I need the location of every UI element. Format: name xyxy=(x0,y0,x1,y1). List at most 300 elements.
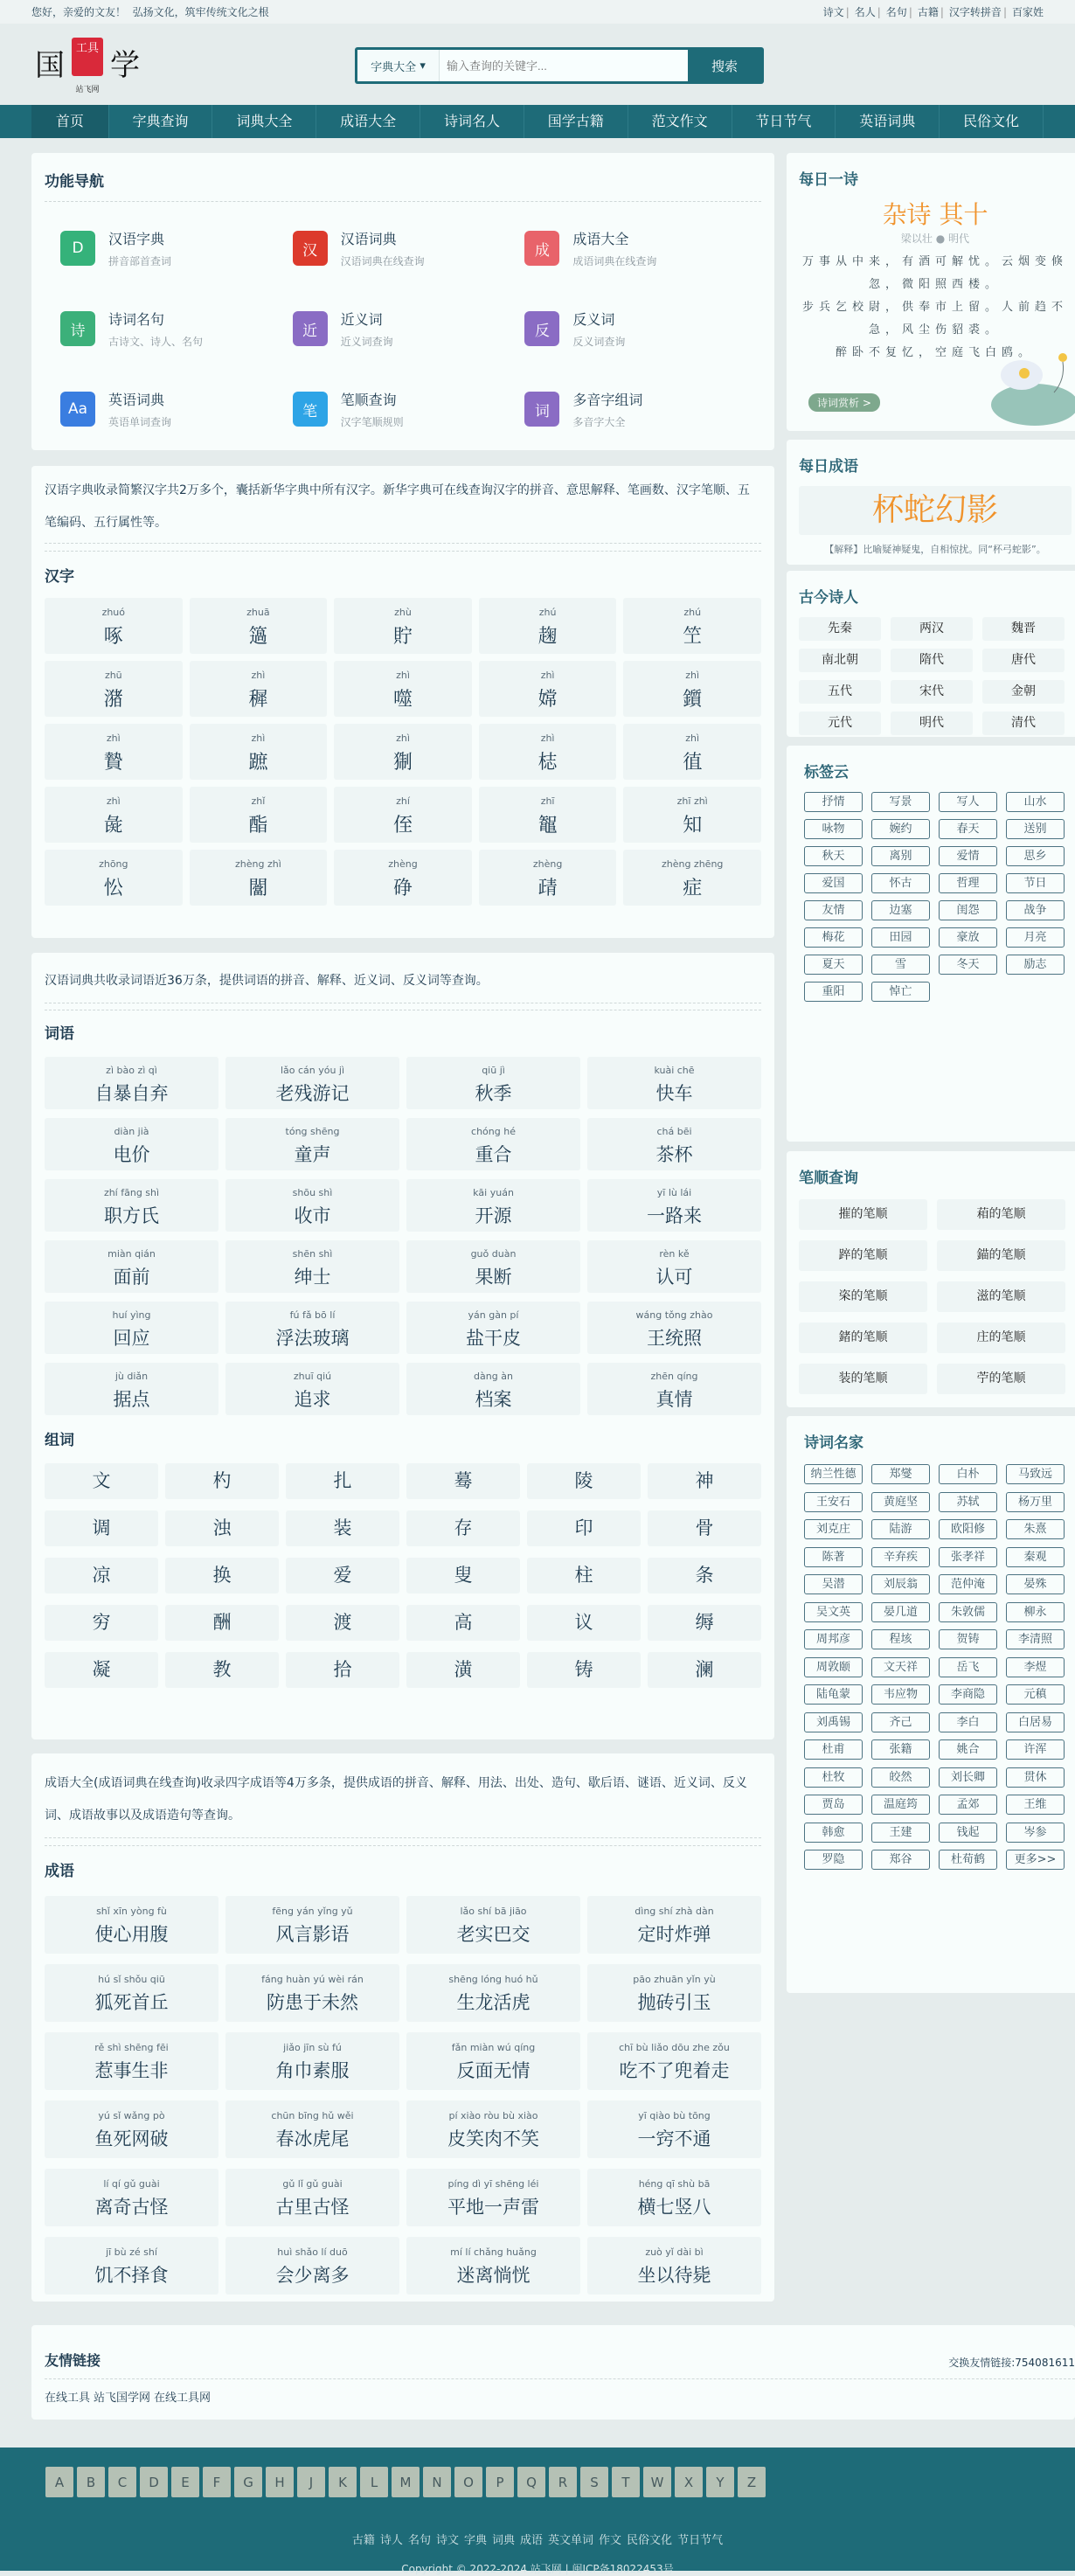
function-nav-item[interactable] xyxy=(293,309,525,349)
poet-button[interactable]: 张孝祥 xyxy=(939,1547,997,1567)
word-cell[interactable] xyxy=(406,2100,580,2158)
word-cell[interactable] xyxy=(587,1896,761,1954)
poet-button[interactable]: 刘克庄 xyxy=(804,1519,863,1539)
poet-button[interactable]: 晏几道 xyxy=(871,1602,930,1622)
stroke-order-link[interactable]: 錨的笔顺 xyxy=(937,1240,1065,1271)
poet-button[interactable]: 李清照 xyxy=(1006,1629,1065,1649)
poet-button[interactable]: 王建 xyxy=(871,1823,930,1843)
function-nav-item[interactable] xyxy=(524,389,757,429)
word: 会少离多 xyxy=(275,2265,350,2286)
nav-item-4[interactable]: 诗词名人 xyxy=(420,105,524,138)
poet-button[interactable]: 白朴 xyxy=(939,1464,997,1484)
word-cell[interactable] xyxy=(225,1118,399,1170)
letter-index-button[interactable]: P xyxy=(486,2467,514,2497)
tag-button[interactable]: 边塞 xyxy=(871,900,930,920)
word-cell[interactable] xyxy=(587,1964,761,2022)
word-cell[interactable] xyxy=(225,1896,399,1954)
letter-index-button[interactable]: H xyxy=(266,2467,294,2497)
poet-button[interactable]: 晏殊 xyxy=(1006,1574,1065,1594)
zuci-cell[interactable]: 神 xyxy=(648,1463,761,1499)
top-link[interactable]: 汉字转拼音 xyxy=(948,6,1002,18)
word-cell[interactable] xyxy=(45,2032,218,2090)
poet-button[interactable]: 郑谷 xyxy=(871,1850,930,1870)
word-cell[interactable] xyxy=(406,2032,580,2090)
zuci-cell[interactable]: 教 xyxy=(165,1652,279,1688)
stroke-order-link[interactable]: 庄的笔顺 xyxy=(937,1323,1065,1353)
friend-link[interactable]: 在线工具网 xyxy=(154,2392,212,2405)
word-cell[interactable] xyxy=(479,787,617,843)
word-cell[interactable] xyxy=(623,598,761,654)
zuci-cell[interactable]: 浊 xyxy=(165,1510,279,1546)
poet-button[interactable]: 罗隐 xyxy=(804,1850,863,1870)
friend-link[interactable]: 站飞国学网 xyxy=(94,2392,151,2405)
footer-link[interactable]: 成语 xyxy=(520,2534,544,2547)
zuci-cell[interactable]: 印 xyxy=(527,1510,641,1546)
letter-index-button[interactable]: B xyxy=(77,2467,105,2497)
word-cell[interactable] xyxy=(225,1363,399,1415)
top-link[interactable]: 名句 xyxy=(885,6,907,18)
tag-button[interactable]: 写景 xyxy=(871,792,930,812)
letter-index-button[interactable]: O xyxy=(454,2467,482,2497)
word-cell[interactable] xyxy=(45,2100,218,2158)
top-link[interactable]: 古籍 xyxy=(917,6,939,18)
word-cell[interactable] xyxy=(45,661,183,717)
letter-index-button[interactable]: E xyxy=(171,2467,199,2497)
function-nav-item[interactable] xyxy=(60,389,293,429)
poet-button[interactable]: 贾岛 xyxy=(804,1795,863,1815)
function-nav-item[interactable] xyxy=(524,309,757,349)
poem-author: 梁以壮 xyxy=(900,233,933,245)
tag-button[interactable]: 闺怨 xyxy=(939,900,997,920)
era-button[interactable]: 元代 xyxy=(799,712,881,735)
footer-link[interactable]: 古籍 xyxy=(351,2534,375,2547)
word: 风言影语 xyxy=(275,1924,350,1945)
function-nav-item[interactable] xyxy=(60,309,293,349)
zuci-cell[interactable]: 柱 xyxy=(527,1558,641,1594)
tag-button[interactable]: 哲理 xyxy=(939,873,997,893)
letter-index-button[interactable]: L xyxy=(360,2467,388,2497)
era-button[interactable]: 五代 xyxy=(799,680,881,704)
poet-button[interactable]: 王安石 xyxy=(804,1492,863,1512)
poet-button[interactable]: 贯休 xyxy=(1006,1767,1065,1788)
tag-button[interactable]: 秋天 xyxy=(804,846,863,866)
poet-button[interactable]: 李白 xyxy=(939,1712,997,1732)
top-link[interactable]: 名人 xyxy=(854,6,876,18)
tag-button[interactable]: 冬天 xyxy=(939,955,997,975)
era-button[interactable]: 金朝 xyxy=(982,680,1065,704)
era-button[interactable]: 两汉 xyxy=(891,617,973,641)
poet-button[interactable]: 元稹 xyxy=(1006,1684,1065,1705)
footer-link[interactable]: 节日节气 xyxy=(677,2534,724,2547)
word-cell[interactable] xyxy=(45,787,183,843)
word-cell[interactable] xyxy=(225,2100,399,2158)
word-cell[interactable] xyxy=(406,1240,580,1293)
poet-button[interactable]: 孟郊 xyxy=(939,1795,997,1815)
poet-button[interactable]: 许浑 xyxy=(1006,1739,1065,1760)
nav-item-0[interactable]: 首页 xyxy=(31,105,109,138)
poet-button[interactable]: 周邦彦 xyxy=(804,1629,863,1649)
tag-button[interactable]: 战争 xyxy=(1006,900,1065,920)
search-input[interactable] xyxy=(440,50,688,81)
letter-index-button[interactable]: F xyxy=(203,2467,231,2497)
poet-button[interactable]: 韩愈 xyxy=(804,1823,863,1843)
tag-button[interactable]: 怀古 xyxy=(871,873,930,893)
tag-button[interactable]: 爱国 xyxy=(804,873,863,893)
poet-button[interactable]: 秦观 xyxy=(1006,1547,1065,1567)
word: 开源 xyxy=(475,1205,512,1226)
function-nav-item[interactable] xyxy=(293,389,525,429)
friend-link[interactable]: 在线工具 xyxy=(45,2392,91,2405)
footer-link[interactable]: 词典 xyxy=(491,2534,515,2547)
poet-button[interactable]: 皎然 xyxy=(871,1767,930,1788)
tag-button[interactable]: 悼亡 xyxy=(871,982,930,1002)
letter-index-button[interactable]: A xyxy=(45,2467,73,2497)
poet-button[interactable]: 杜牧 xyxy=(804,1767,863,1788)
poet-button[interactable]: 刘长卿 xyxy=(939,1767,997,1788)
word-cell[interactable] xyxy=(45,1302,218,1354)
era-button[interactable]: 先秦 xyxy=(799,617,881,641)
zuci-cell[interactable]: 条 xyxy=(648,1558,761,1594)
word-cell[interactable] xyxy=(225,2032,399,2090)
poet-button[interactable]: 姚合 xyxy=(939,1739,997,1760)
poet-button[interactable]: 朱熹 xyxy=(1006,1519,1065,1539)
zuci-cell[interactable]: 拾 xyxy=(286,1652,399,1688)
poem-analysis-button[interactable]: 诗词赏析 > xyxy=(808,393,880,412)
letter-index-button[interactable]: C xyxy=(108,2467,136,2497)
word-cell[interactable] xyxy=(623,724,761,780)
era-button[interactable]: 明代 xyxy=(891,712,973,735)
nav-item-5[interactable]: 国学古籍 xyxy=(524,105,628,138)
zuci-cell[interactable]: 陵 xyxy=(527,1463,641,1499)
nav-item-8[interactable]: 英语词典 xyxy=(836,105,940,138)
zuci-cell[interactable]: 缛 xyxy=(648,1605,761,1641)
word-cell[interactable] xyxy=(587,1179,761,1232)
zuci-cell[interactable]: 蓦 xyxy=(406,1463,520,1499)
zuci-cell[interactable]: 酬 xyxy=(165,1605,279,1641)
function-nav-title: 汉语词典 xyxy=(340,231,397,247)
function-nav-item[interactable] xyxy=(524,228,757,268)
footer-link[interactable]: 名句 xyxy=(407,2534,431,2547)
poet-button[interactable]: 程垓 xyxy=(871,1629,930,1649)
tag-button[interactable]: 梅花 xyxy=(804,927,863,948)
letter-index-button[interactable]: K xyxy=(329,2467,357,2497)
poet-button[interactable]: 苏轼 xyxy=(939,1492,997,1512)
letter-index-button[interactable]: W xyxy=(643,2467,671,2497)
poet-button[interactable]: 张籍 xyxy=(871,1739,930,1760)
letter-index-button[interactable]: S xyxy=(580,2467,608,2497)
poet-button[interactable]: 吴潜 xyxy=(804,1574,863,1594)
word-cell[interactable] xyxy=(406,1363,580,1415)
poet-button[interactable]: 周敦颐 xyxy=(804,1657,863,1677)
zuci-cell[interactable]: 议 xyxy=(527,1605,641,1641)
zuci-cell[interactable]: 凝 xyxy=(45,1652,158,1688)
word-cell[interactable] xyxy=(406,2169,580,2226)
word-cell[interactable] xyxy=(479,850,617,906)
word-cell[interactable] xyxy=(45,1363,218,1415)
stroke-order-link[interactable]: 滋的笔顺 xyxy=(937,1281,1065,1312)
word-cell[interactable] xyxy=(479,598,617,654)
word-cell[interactable] xyxy=(587,1118,761,1170)
footer-link[interactable]: 民俗文化 xyxy=(627,2534,673,2547)
poet-button[interactable]: 岳飞 xyxy=(939,1657,997,1677)
site-logo[interactable] xyxy=(35,36,140,97)
word-cell[interactable] xyxy=(334,598,472,654)
word-cell[interactable] xyxy=(225,2237,399,2295)
word-cell[interactable] xyxy=(190,850,328,906)
word: 闣 xyxy=(248,878,268,899)
word-cell[interactable] xyxy=(479,724,617,780)
word-cell[interactable] xyxy=(225,1057,399,1109)
nav-item-2[interactable]: 词典大全 xyxy=(212,105,316,138)
zuci-cell[interactable]: 装 xyxy=(286,1510,399,1546)
footer-link[interactable]: 字典 xyxy=(463,2534,487,2547)
stroke-order-link[interactable]: 鍺的笔顺 xyxy=(799,1323,927,1353)
word-cell[interactable] xyxy=(587,2169,761,2226)
poet-button[interactable]: 李商隐 xyxy=(939,1684,997,1705)
word-cell[interactable] xyxy=(45,2237,218,2295)
search-button[interactable]: 搜索 xyxy=(711,58,738,74)
word-cell[interactable] xyxy=(334,661,472,717)
poet-button[interactable]: 马致远 xyxy=(1006,1464,1065,1484)
word: 秋季 xyxy=(475,1083,512,1104)
zuci-cell[interactable]: 潢 xyxy=(406,1652,520,1688)
nav-item-6[interactable]: 范文作文 xyxy=(628,105,732,138)
tag-button[interactable]: 友情 xyxy=(804,900,863,920)
zuci-cell[interactable]: 铸 xyxy=(527,1652,641,1688)
zuci-cell[interactable]: 杓 xyxy=(165,1463,279,1499)
poet-button[interactable]: 郑燮 xyxy=(871,1464,930,1484)
word-cell[interactable] xyxy=(45,1118,218,1170)
era-button[interactable]: 隋代 xyxy=(891,649,973,672)
poet-button[interactable]: 范仲淹 xyxy=(939,1574,997,1594)
word-cell[interactable] xyxy=(623,850,761,906)
zuci-cell[interactable]: 叟 xyxy=(406,1558,520,1594)
word-cell[interactable] xyxy=(406,1118,580,1170)
letter-index-button[interactable]: G xyxy=(234,2467,262,2497)
search-category-select[interactable] xyxy=(357,50,440,81)
word-cell[interactable] xyxy=(225,1179,399,1232)
word-cell[interactable] xyxy=(45,850,183,906)
word-cell[interactable] xyxy=(587,1240,761,1293)
tag-button[interactable]: 写人 xyxy=(939,792,997,812)
word-cell[interactable] xyxy=(45,1179,218,1232)
word-cell[interactable] xyxy=(225,1964,399,2022)
top-link[interactable]: 诗文 xyxy=(822,6,844,18)
tag-button[interactable]: 婉约 xyxy=(871,819,930,839)
word-cell[interactable] xyxy=(587,1057,761,1109)
function-nav-item[interactable] xyxy=(60,228,293,268)
poet-button[interactable]: 黄庭坚 xyxy=(871,1492,930,1512)
letter-index-button[interactable]: D xyxy=(140,2467,168,2497)
tag-button[interactable]: 雪 xyxy=(871,955,930,975)
tag-button[interactable]: 春天 xyxy=(939,819,997,839)
era-button[interactable]: 魏晋 xyxy=(982,617,1065,641)
letter-index-button[interactable]: Z xyxy=(738,2467,766,2497)
poet-button[interactable]: 杜荀鹤 xyxy=(939,1850,997,1870)
word-cell[interactable] xyxy=(623,787,761,843)
poem-body xyxy=(799,251,1072,365)
poet-button[interactable]: 王维 xyxy=(1006,1795,1065,1815)
letter-index-button[interactable]: X xyxy=(675,2467,703,2497)
tag-button[interactable]: 思乡 xyxy=(1006,846,1065,866)
stroke-order-link[interactable]: 踤的笔顺 xyxy=(799,1240,927,1271)
poet-button[interactable]: 韦应物 xyxy=(871,1684,930,1705)
word-cell[interactable] xyxy=(406,1179,580,1232)
zuci-cell[interactable]: 扎 xyxy=(286,1463,399,1499)
era-button[interactable]: 宋代 xyxy=(891,680,973,704)
tag-button[interactable]: 送别 xyxy=(1006,819,1065,839)
zuci-cell[interactable]: 凉 xyxy=(45,1558,158,1594)
function-nav-item[interactable] xyxy=(293,228,525,268)
poet-button[interactable]: 贺铸 xyxy=(939,1629,997,1649)
word-cell[interactable] xyxy=(190,724,328,780)
tag-button[interactable]: 重阳 xyxy=(804,982,863,1002)
poet-button[interactable]: 文天祥 xyxy=(871,1657,930,1677)
stroke-order-link[interactable]: 栥的笔顺 xyxy=(799,1281,927,1312)
stroke-order-grid xyxy=(799,1199,1072,1394)
tag-button[interactable]: 咏物 xyxy=(804,819,863,839)
tag-button[interactable]: 月亮 xyxy=(1006,927,1065,948)
letter-index-button[interactable]: T xyxy=(612,2467,640,2497)
poet-button[interactable]: 杜甫 xyxy=(804,1739,863,1760)
poet-button[interactable]: 白居易 xyxy=(1006,1712,1065,1732)
poet-button[interactable]: 杨万里 xyxy=(1006,1492,1065,1512)
poet-button[interactable]: 辛弃疾 xyxy=(871,1547,930,1567)
word-cell[interactable] xyxy=(334,724,472,780)
letter-index-button[interactable]: N xyxy=(423,2467,451,2497)
zuci-cell[interactable]: 换 xyxy=(165,1558,279,1594)
poet-button[interactable]: 陆游 xyxy=(871,1519,930,1539)
nav-item-3[interactable]: 成语大全 xyxy=(316,105,420,138)
word-cell[interactable] xyxy=(190,787,328,843)
word-cell[interactable] xyxy=(406,2237,580,2295)
poet-button[interactable]: 刘禹锡 xyxy=(804,1712,863,1732)
zuci-cell[interactable]: 骨 xyxy=(648,1510,761,1546)
zuci-cell[interactable]: 存 xyxy=(406,1510,520,1546)
zuci-cell[interactable]: 渡 xyxy=(286,1605,399,1641)
poet-button[interactable]: 吴文英 xyxy=(804,1602,863,1622)
word-cell[interactable] xyxy=(45,1240,218,1293)
era-button[interactable]: 清代 xyxy=(982,712,1065,735)
pinyin: miàn qián xyxy=(108,1248,156,1260)
poet-button[interactable]: 陈著 xyxy=(804,1547,863,1567)
top-link[interactable]: 百家姓 xyxy=(1011,6,1044,18)
era-button[interactable]: 唐代 xyxy=(982,649,1065,672)
footer-link[interactable]: 作文 xyxy=(599,2534,622,2547)
nav-item-1[interactable]: 字典查询 xyxy=(109,105,213,138)
word-cell[interactable] xyxy=(406,1896,580,1954)
idiom-word[interactable]: 杯蛇幻影 xyxy=(799,486,1072,535)
tag-button[interactable]: 夏天 xyxy=(804,955,863,975)
nav-item-9[interactable]: 民俗文化 xyxy=(940,105,1044,138)
word-cell[interactable] xyxy=(406,1964,580,2022)
poet-button[interactable]: 温庭筠 xyxy=(871,1795,930,1815)
poet-button[interactable]: 刘辰翁 xyxy=(871,1574,930,1594)
letter-index-button[interactable]: R xyxy=(549,2467,577,2497)
tag-button[interactable]: 离别 xyxy=(871,846,930,866)
word-cell[interactable] xyxy=(479,661,617,717)
word-cell[interactable] xyxy=(587,2237,761,2295)
word-cell[interactable] xyxy=(225,1302,399,1354)
letter-index-button[interactable]: J xyxy=(297,2467,325,2497)
footer-link[interactable]: 英文单词 xyxy=(548,2534,594,2547)
word-cell[interactable] xyxy=(45,1964,218,2022)
footer-link[interactable]: 诗人 xyxy=(379,2534,403,2547)
word-cell[interactable] xyxy=(406,1302,580,1354)
poet-button[interactable]: 纳兰性德 xyxy=(804,1464,863,1484)
word: 一窍不通 xyxy=(637,2128,711,2149)
zuci-cell[interactable]: 澜 xyxy=(648,1652,761,1688)
poet-button[interactable]: 朱敦儒 xyxy=(939,1602,997,1622)
word: 鑕 xyxy=(683,689,703,711)
function-nav-title: 反义词 xyxy=(572,311,615,328)
poet-button[interactable]: 齐己 xyxy=(871,1712,930,1732)
word-cell[interactable] xyxy=(190,661,328,717)
tag-button[interactable]: 山水 xyxy=(1006,792,1065,812)
stroke-order-link[interactable]: 苧的笔顺 xyxy=(937,1364,1065,1394)
stroke-order-link[interactable]: 装的笔顺 xyxy=(799,1364,927,1394)
poet-button[interactable]: 李煜 xyxy=(1006,1657,1065,1677)
word-cell[interactable] xyxy=(45,2169,218,2226)
word-cell[interactable] xyxy=(334,787,472,843)
nav-item-7[interactable]: 节日节气 xyxy=(732,105,836,138)
tag-button[interactable]: 田园 xyxy=(871,927,930,948)
stroke-order-link[interactable]: 摧的笔顺 xyxy=(799,1199,927,1230)
word-cell[interactable] xyxy=(587,1363,761,1415)
footer-link[interactable]: 诗文 xyxy=(435,2534,459,2547)
pinyin: jù diǎn xyxy=(114,1371,149,1382)
word-cell[interactable] xyxy=(45,1057,218,1109)
tag-button[interactable]: 爱情 xyxy=(939,846,997,866)
poet-button[interactable]: 更多>> xyxy=(1006,1850,1065,1870)
letter-index-button[interactable]: Y xyxy=(706,2467,734,2497)
word: 绅士 xyxy=(294,1267,331,1288)
word-cell[interactable] xyxy=(225,2169,399,2226)
zuci-cell[interactable]: 文 xyxy=(45,1463,158,1499)
letter-index-button[interactable]: M xyxy=(392,2467,420,2497)
word-cell[interactable] xyxy=(334,850,472,906)
word-cell[interactable] xyxy=(623,661,761,717)
pinyin: fǎn miàn wú qíng xyxy=(451,2042,536,2053)
poet-button[interactable]: 欧阳修 xyxy=(939,1519,997,1539)
word-cell[interactable] xyxy=(45,724,183,780)
pinyin: chóng hé xyxy=(471,1126,516,1137)
zuci-cell[interactable]: 调 xyxy=(45,1510,158,1546)
word-cell[interactable] xyxy=(45,598,183,654)
zuci-cell[interactable]: 爱 xyxy=(286,1558,399,1594)
word-cell[interactable] xyxy=(587,2100,761,2158)
poet-button[interactable]: 钱起 xyxy=(939,1823,997,1843)
word-cell[interactable] xyxy=(45,1896,218,1954)
tag-button[interactable]: 励志 xyxy=(1006,955,1065,975)
poet-button[interactable]: 柳永 xyxy=(1006,1602,1065,1622)
zuci-cell[interactable]: 高 xyxy=(406,1605,520,1641)
word-cell[interactable] xyxy=(190,598,328,654)
zuci-cell[interactable]: 穷 xyxy=(45,1605,158,1641)
era-button[interactable]: 南北朝 xyxy=(799,649,881,672)
tag-button[interactable]: 豪放 xyxy=(939,927,997,948)
word-cell[interactable] xyxy=(587,1302,761,1354)
word-cell[interactable] xyxy=(225,1240,399,1293)
tag-button[interactable]: 抒情 xyxy=(804,792,863,812)
poet-button[interactable]: 岑参 xyxy=(1006,1823,1065,1843)
poet-button[interactable]: 陆龟蒙 xyxy=(804,1684,863,1705)
tag-button[interactable]: 节日 xyxy=(1006,873,1065,893)
word-cell[interactable] xyxy=(587,2032,761,2090)
letter-index-button[interactable]: Q xyxy=(517,2467,545,2497)
stroke-order-link[interactable]: 葙的笔顺 xyxy=(937,1199,1065,1230)
word-cell[interactable] xyxy=(406,1057,580,1109)
